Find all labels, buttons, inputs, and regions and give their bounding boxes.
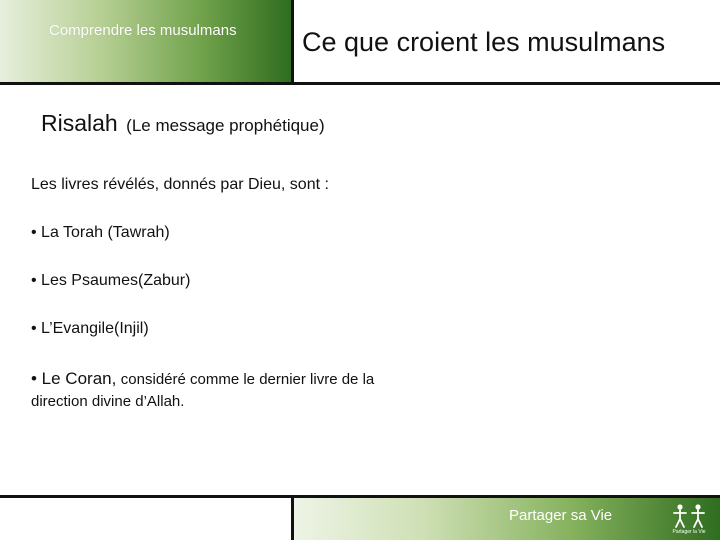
bullet-torah: • La Torah (Tawrah) [31,224,170,241]
header-vertical-divider [291,0,294,84]
page-title: Ce que croient les musulmans [302,27,666,57]
two-figures-logo-svg [671,503,707,529]
bullet-coran-rest: considéré comme le dernier livre de la direction divine d’Allah. [31,371,375,410]
bullet-coran [31,368,431,413]
intro-text: Les livres révélés, donnés par Dieu, sont : [31,176,329,193]
bullet-evangile: • L’Evangile(Injil) [31,320,149,337]
two-figures-logo-icon [671,503,707,537]
section-heading-main: Risalah [41,110,118,136]
header-brand-panel [0,0,291,82]
section-heading [41,110,325,137]
logo-caption: Partager la Vie [672,529,706,535]
bullet-coran-lead: • Le Coran, [31,369,117,388]
header-horizontal-divider [0,82,720,85]
header-brand-label: Comprendre les musulmans [49,22,237,39]
bullet-psaumes: • Les Psaumes(Zabur) [31,272,191,289]
section-heading-sub: (Le message prophétique) [126,116,325,135]
footer-brand-panel [294,498,720,540]
footer-label: Partager sa Vie [509,507,613,524]
